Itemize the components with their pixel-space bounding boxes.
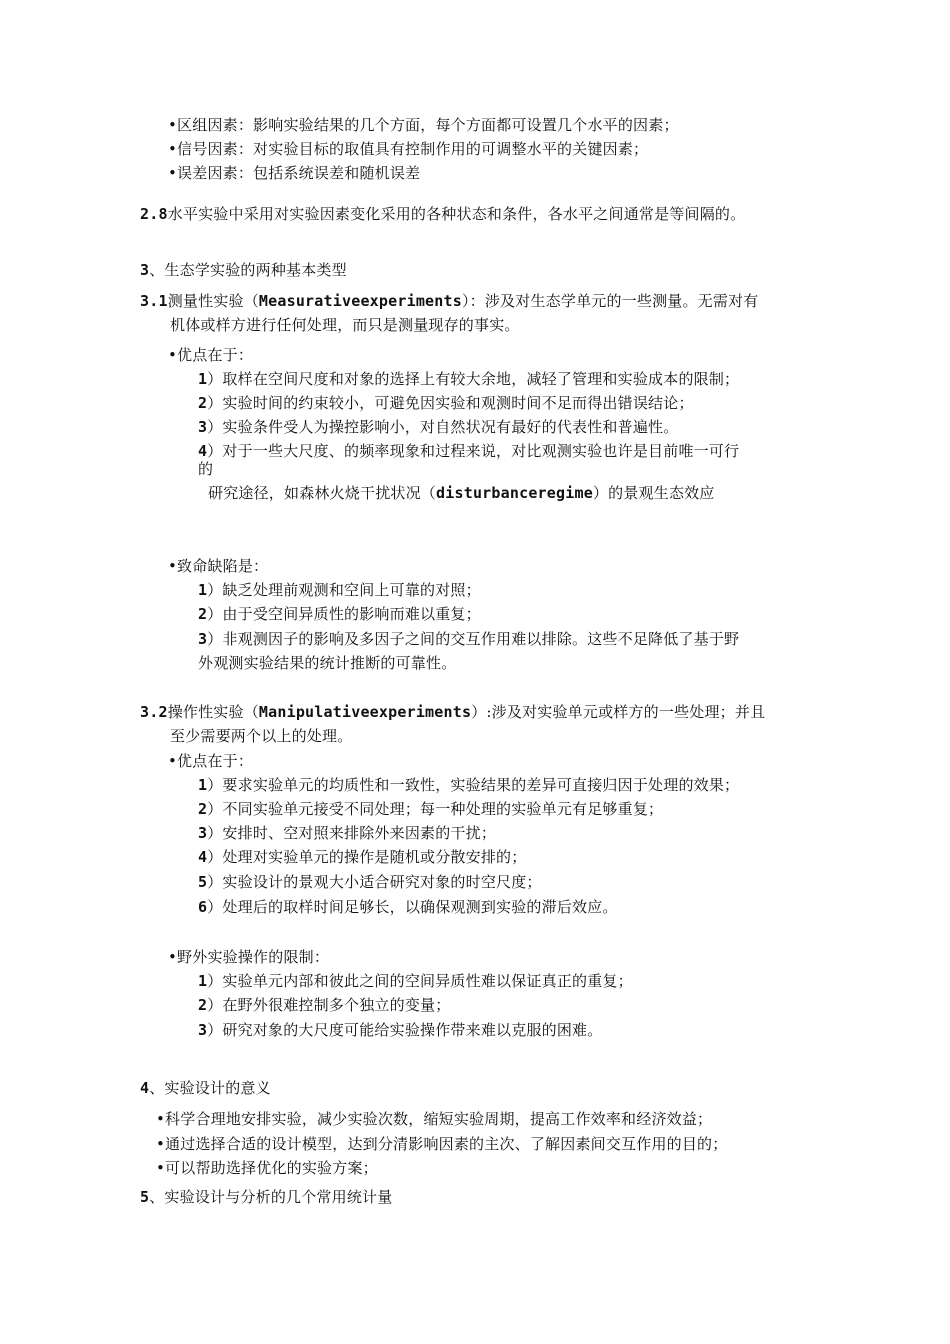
advantages-title: •优点在于： bbox=[168, 752, 254, 770]
list-item: 3）非观测因子的影响及多因子之间的交互作用难以排除。这些不足降低了基于野 bbox=[198, 630, 740, 648]
bullet-signal-factor: •信号因素：对实验目标的取值具有控制作用的可调整水平的关键因素； bbox=[168, 140, 649, 158]
section-number: 2.8 bbox=[140, 205, 168, 223]
section-number: 4 bbox=[140, 1079, 150, 1097]
heading-text: 、实验设计与分析的几个常用统计量 bbox=[149, 1188, 393, 1206]
english-term: Manipulativeexperiments bbox=[258, 703, 472, 721]
section-text: 水平实验中采用对实验因素变化采用的各种状态和条件，各水平之间通常是等间隔的。 bbox=[167, 205, 746, 223]
english-term: Measurativeexperiments bbox=[258, 292, 462, 310]
list-item-continuation: 研究途径，如森林火烧干扰状况（disturbanceregime）的景观生态效应 bbox=[208, 484, 715, 502]
bullet-item: •通过选择合适的设计模型，达到分清影响因素的主次、了解因素间交互作用的目的； bbox=[156, 1135, 728, 1153]
list-item: 6）处理后的取样时间足够长，以确保观测到实验的滞后效应。 bbox=[198, 898, 618, 916]
list-item: 2）实验时间的约束较小，可避免因实验和观测时间不足而得出错误结论； bbox=[198, 394, 694, 412]
heading-section-3 bbox=[140, 259, 347, 281]
section-3-2-line2: 至少需要两个以上的处理。 bbox=[170, 727, 353, 745]
heading-text: 、实验设计的意义 bbox=[149, 1079, 271, 1097]
limits-title: •野外实验操作的限制： bbox=[168, 948, 330, 966]
english-term: disturbanceregime bbox=[436, 484, 593, 502]
list-item: 3）安排时、空对照来排除外来因素的干扰； bbox=[198, 824, 497, 842]
heading-section-5 bbox=[140, 1186, 392, 1208]
list-item: 1）要求实验单元的均质性和一致性，实验结果的差异可直接归因于处理的效果； bbox=[198, 776, 740, 794]
flaws-title: •致命缺陷是： bbox=[168, 557, 269, 575]
bullet-item: •可以帮助选择优化的实验方案； bbox=[156, 1159, 378, 1177]
section-2-8 bbox=[140, 203, 745, 225]
list-item: 2）不同实验单元接受不同处理；每一种处理的实验单元有足够重复； bbox=[198, 800, 664, 818]
list-item: 4）处理对实验单元的操作是随机或分散安排的； bbox=[198, 848, 527, 866]
section-number: 3 bbox=[140, 261, 150, 279]
bullet-error-factor: •误差因素：包括系统误差和随机误差 bbox=[168, 164, 421, 182]
list-item: 3）实验条件受人为操控影响小，对自然状况有最好的代表性和普遍性。 bbox=[198, 418, 679, 436]
list-item: 5）实验设计的景观大小适合研究对象的时空尺度； bbox=[198, 873, 542, 891]
heading-text: 、生态学实验的两种基本类型 bbox=[149, 261, 347, 279]
list-item: 3）研究对象的大尺度可能给实验操作带来难以克服的困难。 bbox=[198, 1021, 603, 1039]
section-number: 3.2 bbox=[140, 703, 168, 721]
list-item: 1）缺乏处理前观测和空间上可靠的对照； bbox=[198, 581, 481, 599]
list-item: 1）实验单元内部和彼此之间的空间异质性难以保证真正的重复； bbox=[198, 972, 633, 990]
list-item: 4）对于一些大尺度、的频率现象和过程来说，对比观测实验也许是目前唯一可行 bbox=[198, 442, 740, 460]
section-3-1-line1: 3.1测量性实验（Measurativeexperiments）：涉及对生态学单元的一些测量。无需对有 bbox=[140, 292, 759, 310]
list-item: 2）在野外很难控制多个独立的变量； bbox=[198, 996, 451, 1014]
section-number: 5 bbox=[140, 1188, 150, 1206]
section-3-2-line1: 3.2操作性实验（Manipulativeexperiments）:涉及对实验单元或样方的一些处理；并且 bbox=[140, 703, 766, 721]
bullet-block-factor: •区组因素：影响实验结果的几个方面，每个方面都可设置几个水平的因素； bbox=[168, 116, 679, 134]
list-item: 1）取样在空间尺度和对象的选择上有较大余地，减轻了管理和实验成本的限制； bbox=[198, 370, 740, 388]
section-3-1-line2: 机体或样方进行任何处理，而只是测量现存的事实。 bbox=[170, 316, 520, 334]
section-number: 3.1 bbox=[140, 292, 168, 310]
list-item-wrap: 的 bbox=[198, 460, 214, 478]
list-item: 2）由于受空间异质性的影响而难以重复； bbox=[198, 605, 481, 623]
list-item-continuation: 外观测实验结果的统计推断的可靠性。 bbox=[198, 654, 457, 672]
bullet-item: •科学合理地安排实验，减少实验次数，缩短实验周期，提高工作效率和经济效益； bbox=[156, 1110, 713, 1128]
advantages-title: •优点在于： bbox=[168, 346, 254, 364]
heading-section-4 bbox=[140, 1077, 271, 1099]
